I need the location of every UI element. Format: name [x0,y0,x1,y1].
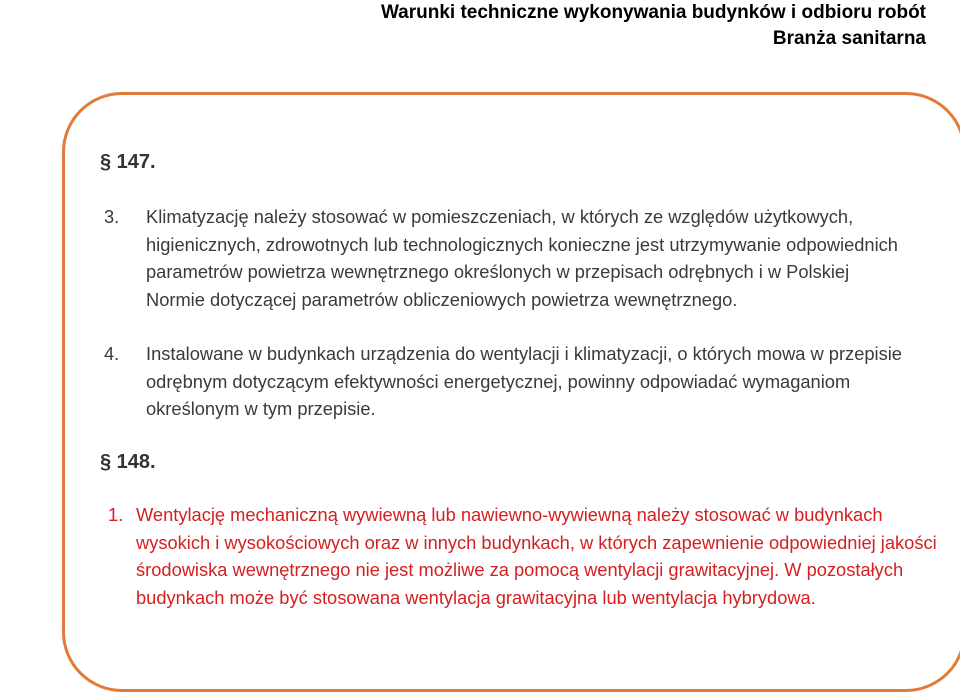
section-title-148: § 148. [100,451,156,473]
paragraph-number: 1. [108,504,124,525]
paragraph-148-1 [108,501,948,611]
section-title-147: § 147. [100,151,156,173]
paragraph-147-4 [104,340,904,423]
header-subtitle: Branża sanitarna [772,28,926,49]
document-header [381,0,926,52]
paragraph-text: Klimatyzację należy stosować w pomieszczeniach, w których ze względów użytkowych, higienicznych, zdrowotnych lub technologicznych konieczne jest utrzymywanie odpowiednich parametrów powietrza wewnętrznego określonych w przepisach odrębnych i w Polskiej Normie dotyczącej parametrów obliczeniowych powietrza wewnętrznego. [146,206,898,310]
paragraph-number: 4. [104,343,120,364]
paragraph-147-3 [104,203,904,313]
paragraph-text: Instalowane w budynkach urządzenia do wentylacji i klimatyzacji, o których mowa w przepisie odrębnym dotyczącym efektywności energetycznej, powinny odpowiadać wymaganiom określonym w tym przepisie. [146,343,902,419]
paragraph-text: Wentylację mechaniczną wywiewną lub nawiewno-wywiewną należy stosować w budynkach wysokich i wysokościowych oraz w innych budynkach, w których zapewnienie odpowiedniej jakości środowiska wewnętrznego nie jest możliwe za pomocą wentylacji grawitacyjnej. W pozostałych budynkach może być stosowana wentylacja grawitacyjna lub wentylacja hybrydowa. [136,504,937,608]
paragraph-number: 3. [104,206,120,227]
header-title: Warunki techniczne wykonywania budynków i odbioru robót [380,2,926,23]
